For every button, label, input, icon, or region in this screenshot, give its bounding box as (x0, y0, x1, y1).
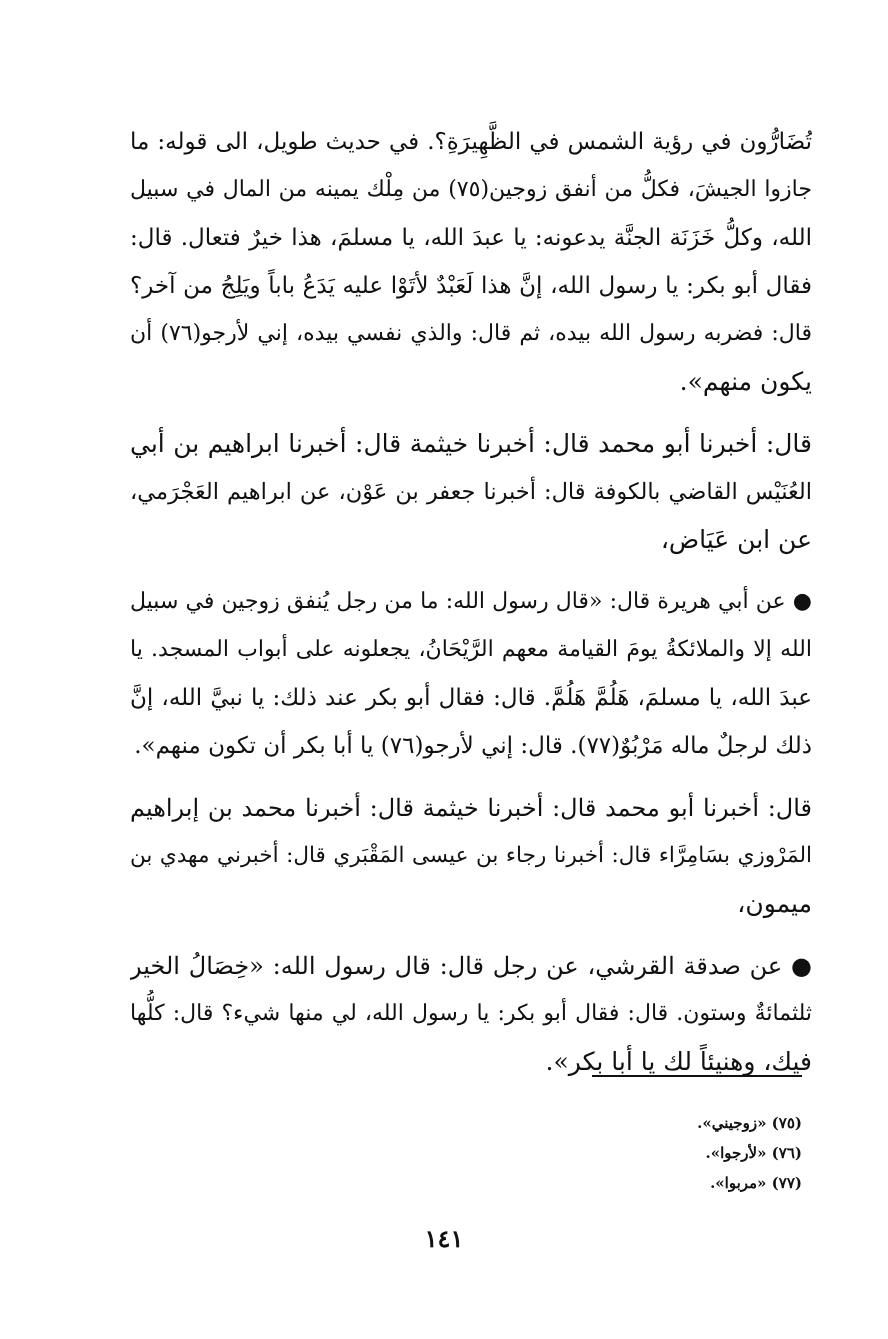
text-line: جازوا الجيشَ، فكلُّ من أنفق زوجين(٧٥) من مِلْك يمينه من المال في سبيل (130, 177, 812, 202)
text-line: فقال أبو بكر: يا رسول الله، إنَّ هذا لَعَبْدٌ لأتَوْا عليه يَدَعُ باباً ويَلِجُ من آخر؟ (130, 273, 812, 299)
text-line: ذلك لرجلٌ ماله مَرْبُوٌ(٧٧). قال: إني لأرجو(٧٦) يا أبا بكر أن تكون منهم». (134, 733, 812, 759)
text-line: عن ابن عَيَاض، (660, 525, 812, 554)
hadith-paragraph-2 (130, 942, 812, 1086)
text-line: فيك، وهنيئاً لك يا أبا بكر». (545, 1047, 812, 1076)
paragraph-1 (130, 118, 812, 406)
text-line: العُنَيْس القاضي بالكوفة قال: أخبرنا جعفر بن عَوْن، عن ابراهيم العَجْرَمي، (130, 479, 812, 505)
text-line: الله إلا والملائكةُ يومَ القيامة معهم الرَّيْحَانُ، يجعلونه على أبواب المسجد. يا (130, 637, 812, 662)
page-body (130, 118, 812, 1086)
text-line: قال: فضربه رسول الله بيده، ثم قال: والذي نفسي بيده، إني لأرجو(٧٦) أن (130, 321, 812, 346)
footnotes (502, 1108, 802, 1198)
footnote-75: (٧٥) «زوجيني». (697, 1114, 802, 1132)
footnote-77: (٧٧) «مربوا». (710, 1174, 802, 1192)
footnote-76: (٧٦) «لأرجوا». (705, 1144, 802, 1162)
isnad-paragraph-1 (130, 420, 812, 564)
page-number: ١٤١ (424, 1224, 464, 1253)
text-line: الله، وكلُّ خَزَنَة الجنَّة يدعونه: يا عبدَ الله، يا مسلمَ، هذا خيرٌ فتعال. قال: (130, 225, 812, 251)
isnad-paragraph-2 (130, 784, 812, 928)
text-line: عبدَ الله، يا مسلمَ، هَلُمَّ هَلُمَّ. قال: فقال أبو بكر عند ذلك: يا نبيَّ الله، إنَّ (130, 685, 812, 711)
text-line: قال: أخبرنا أبو محمد قال: أخبرنا خيثمة قال: أخبرنا ابراهيم بن أبي (130, 429, 812, 458)
text-line: ● عن صدقة القرشي، عن رجل قال: قال رسول الله: «خِصَالُ الخير (130, 952, 812, 980)
text-line: ثلثمائةٌ وستون. قال: فقال أبو بكر: يا رسول الله، لي منها شيء؟ قال: كلُّها (130, 1001, 812, 1026)
text-line: ● عن أبي هريرة قال: «قال رسول الله: ما من رجل يُنفق زوجين في سبيل (130, 589, 812, 614)
footnote-separator (592, 1075, 802, 1077)
text-line: قال: أخبرنا أبو محمد قال: أخبرنا خيثمة قال: أخبرنا محمد بن إبراهيم (130, 794, 812, 822)
text-line: ميمون، (737, 889, 812, 918)
text-line: تُضَارُّون في رؤية الشمس في الظَّهِيرَةِ؟. في حديث طويل، الى قوله: ما (130, 129, 812, 155)
hadith-paragraph-1 (130, 578, 812, 770)
text-line: يكون منهم». (679, 367, 812, 396)
text-line: المَرْوزي بسَامِرَّاء قال: أخبرنا رجاء بن عيسى المَقْبَري قال: أخبرني مهدي بن (130, 843, 812, 868)
